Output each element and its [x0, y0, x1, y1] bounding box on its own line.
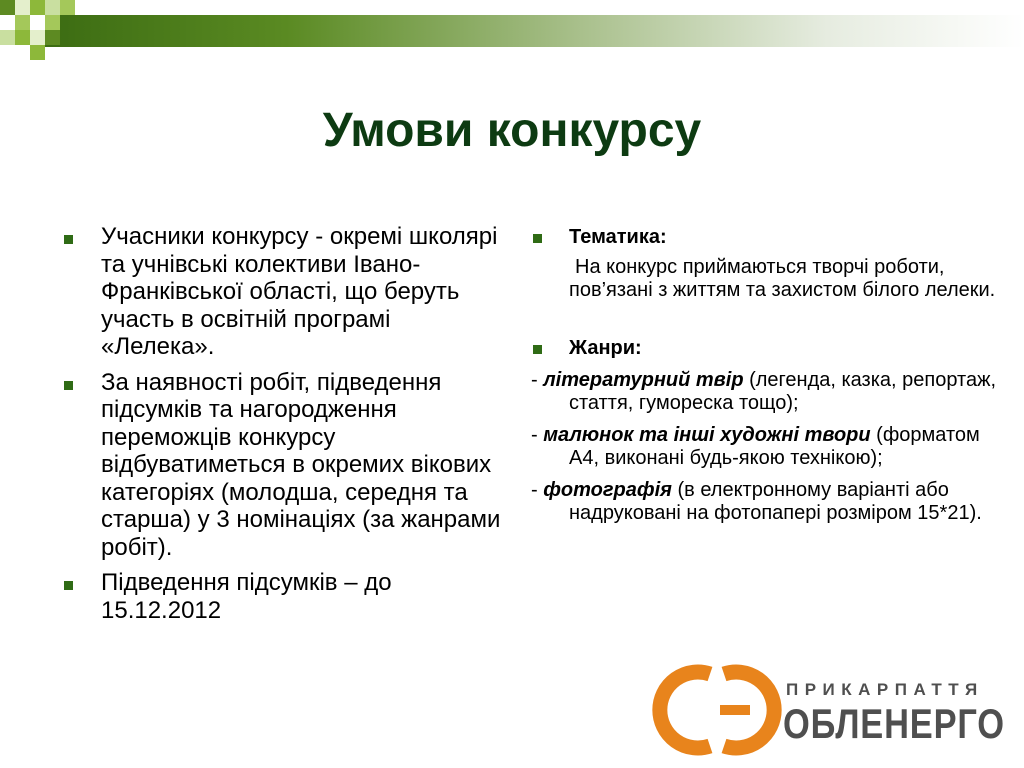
genre-item: - фотографія (в електронному варіанті або надруковані на фотопапері розміром 15*21).: [531, 479, 982, 524]
topic-heading: [531, 226, 1001, 249]
decor-square: [0, 0, 15, 15]
square-bullet-icon: [533, 345, 542, 354]
genre-name: фотографія: [543, 479, 672, 501]
square-bullet-icon: [64, 381, 73, 390]
decor-square: [30, 45, 45, 60]
genre-name: малюнок та інші художні твори: [543, 424, 871, 446]
conditions-list: [64, 223, 504, 632]
square-bullet-icon: [64, 235, 73, 244]
genre-desc: (легенда, казка, репортаж, стаття, гумореска тощо);: [569, 369, 997, 414]
decor-square: [45, 0, 60, 15]
topic-text: На конкурс приймаються творчі роботи, пов’язані з життям та захистом білого лелеки.: [569, 256, 996, 301]
genres-heading-text: Жанри:: [569, 337, 642, 359]
decor-square: [15, 0, 30, 15]
logo-line-1: ПРИКАРПАТТЯ: [786, 680, 984, 699]
oblenergo-logo-icon: [640, 652, 785, 768]
genre-name: літературний твір: [543, 369, 744, 391]
genre-item: - літературний твір (легенда, казка, репортаж, стаття, гумореска тощо);: [531, 369, 997, 414]
decor-square: [30, 15, 45, 30]
genre-item: - малюнок та інші художні твори (форматом А4, виконані будь-якою технікою);: [531, 424, 980, 469]
oblenergo-logo: [640, 652, 1024, 768]
genre-desc: (форматом А4, виконані будь-якою технікою);: [569, 424, 980, 469]
decor-square: [60, 0, 75, 15]
decor-square: [45, 30, 60, 45]
list-item-text: Підведення підсумків – до 15.12.2012: [101, 569, 392, 624]
decor-square: [30, 0, 45, 15]
decor-square: [0, 30, 15, 45]
header-decor-bar: [40, 15, 1024, 47]
decor-square: [15, 30, 30, 45]
topic-genres-section: [531, 226, 1001, 525]
list-item-text: За наявності робіт, підведення підсумків та нагородження переможців конкурсу відбуватиметься в окремих вікових категоріях (молодша, середня та старша) у 3 номінаціях (за жанрами робіт).: [101, 368, 501, 561]
logo-line-2: ОБЛЕНЕРГО: [783, 700, 1005, 747]
list-item-text: Учасники конкурсу - окремі школярі та учнівські колективи Івано-Франківської області, що беруть участь в освітній програмі «Лелека».: [101, 223, 498, 360]
square-bullet-icon: [533, 234, 542, 243]
topic-heading-text: Тематика:: [569, 226, 667, 248]
genres-heading: [531, 337, 1001, 360]
decor-square: [15, 15, 30, 30]
square-bullet-icon: [64, 581, 73, 590]
decor-square: [30, 30, 45, 45]
genre-desc: (в електронному варіанті або надруковані на фотопапері розміром 15*21).: [569, 479, 982, 524]
list-item: [64, 569, 504, 624]
slide-title: Умови конкурсу: [322, 104, 702, 157]
decor-square: [45, 15, 60, 30]
list-item: [64, 223, 504, 361]
list-item: [64, 369, 504, 562]
